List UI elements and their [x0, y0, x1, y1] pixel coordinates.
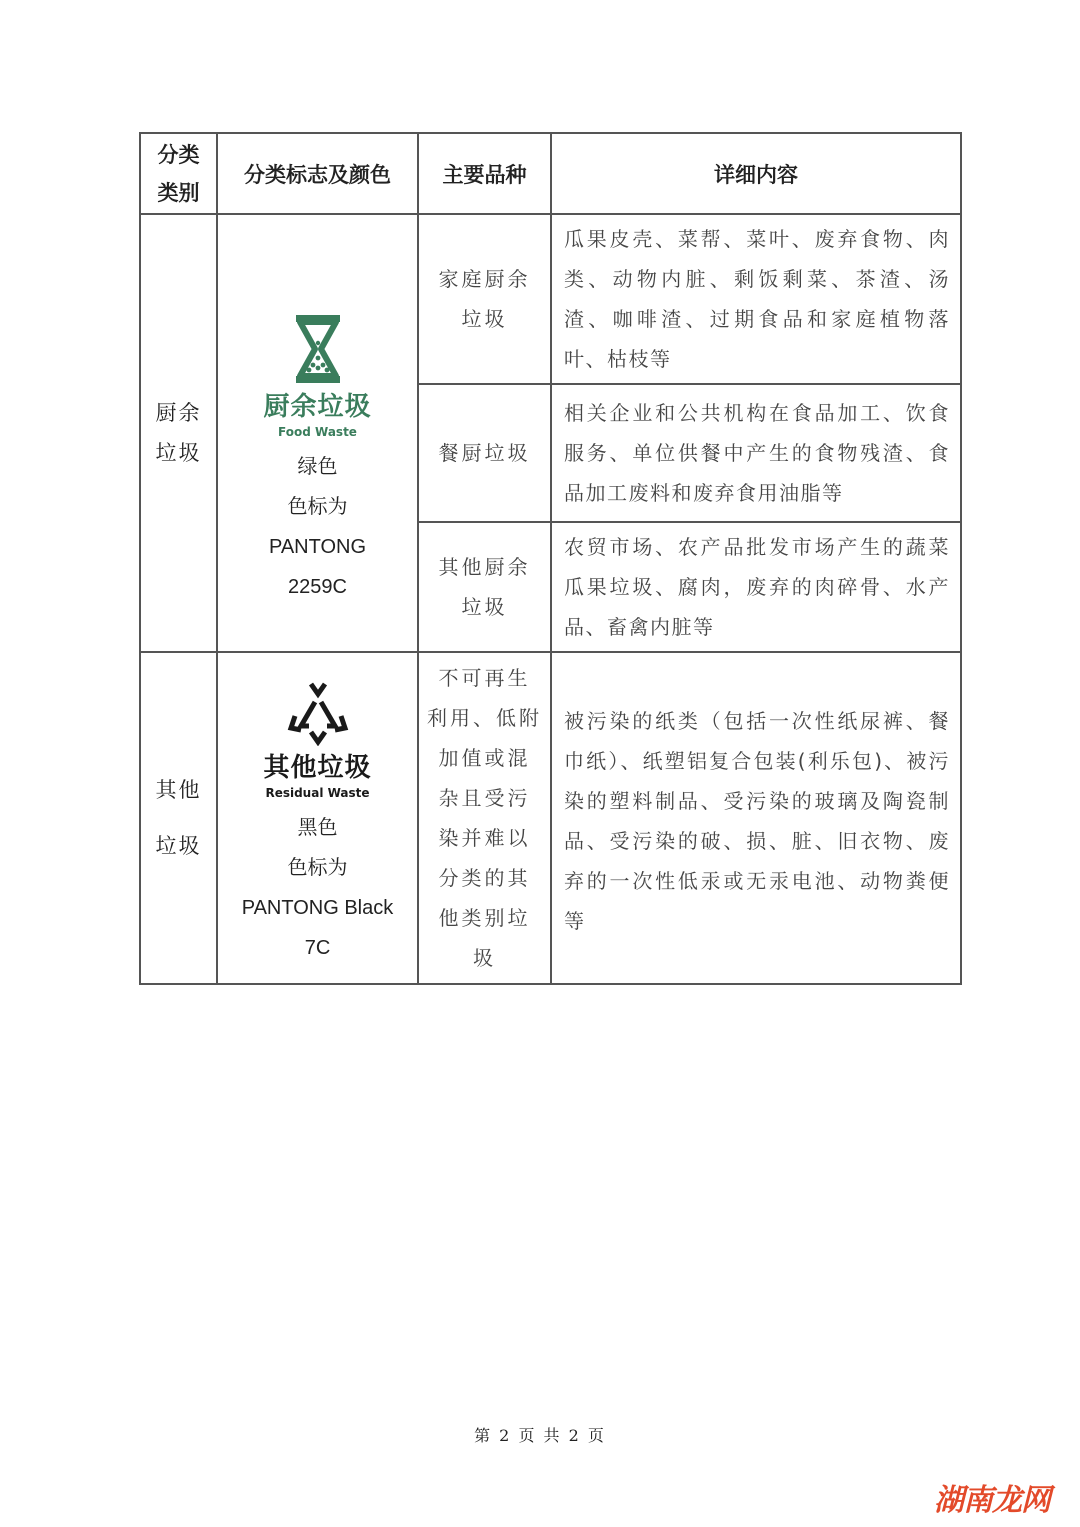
food-waste-logo-en: Food Waste: [278, 425, 357, 439]
category-food-waste: 厨余 垃圾: [140, 214, 217, 652]
detail-residual-waste: 被污染的纸类（包括一次性纸尿裤、餐巾纸）、纸塑铝复合包装(利乐包)、被污染的塑料制品、受污染的玻璃及陶瓷制品、受污染的破、损、脏、旧衣物、废弃的一次性低汞或无汞电池、动物粪便等: [551, 652, 961, 984]
waste-classification-table: [139, 132, 962, 985]
page-number: 第 2 页 共 2 页: [474, 1426, 606, 1445]
table-header-row: [140, 133, 961, 214]
residual-waste-sign-cell: [217, 652, 418, 984]
type-other-food-waste: 其他厨余 垃圾: [418, 522, 551, 652]
residual-waste-color-spec: 黑色 色标为 PANTONG Black 7C: [241, 817, 394, 959]
food-waste-color-spec: 绿色 色标为 PANTONG 2259C: [268, 456, 367, 598]
type-residual-waste: 不可再生 利用、低附 加值或混 杂且受污 染并难以 分类的其 他类别垃 圾: [418, 652, 551, 984]
type-kitchen-waste: 餐厨垃圾: [418, 384, 551, 522]
food-waste-sign-cell: [217, 214, 418, 652]
watermark: 湖南龙网: [934, 1483, 1050, 1518]
header-details: 详细内容: [551, 133, 961, 214]
detail-other-food-waste: 农贸市场、农产品批发市场产生的蔬菜瓜果垃圾、腐肉，废弃的肉碎骨、水产品、畜禽内脏等: [551, 522, 961, 652]
header-sign-color: 分类标志及颜色: [217, 133, 418, 214]
category-residual-waste: 其他 垃圾: [140, 652, 217, 984]
detail-kitchen-waste: 相关企业和公共机构在食品加工、饮食服务、单位供餐中产生的食物残渣、食品加工废料和废弃食用油脂等: [551, 384, 961, 522]
hourglass-icon: [218, 313, 417, 389]
table-row: [140, 214, 961, 384]
header-main-types: 主要品种: [418, 133, 551, 214]
header-category: 分类 类别: [140, 133, 217, 214]
detail-household-food-waste: 瓜果皮壳、菜帮、菜叶、废弃食物、肉类、动物内脏、剩饭剩菜、茶渣、汤渣、咖啡渣、过期食品和家庭植物落叶、枯枝等: [551, 214, 961, 384]
residual-waste-logo-cn: 其他垃圾: [263, 753, 372, 783]
table-row: [140, 652, 961, 984]
recycle-triangle-icon: [218, 680, 417, 750]
food-waste-logo-cn: 厨余垃圾: [263, 392, 372, 422]
residual-waste-logo-en: Residual Waste: [265, 786, 370, 800]
type-household-food-waste: 家庭厨余 垃圾: [418, 214, 551, 384]
